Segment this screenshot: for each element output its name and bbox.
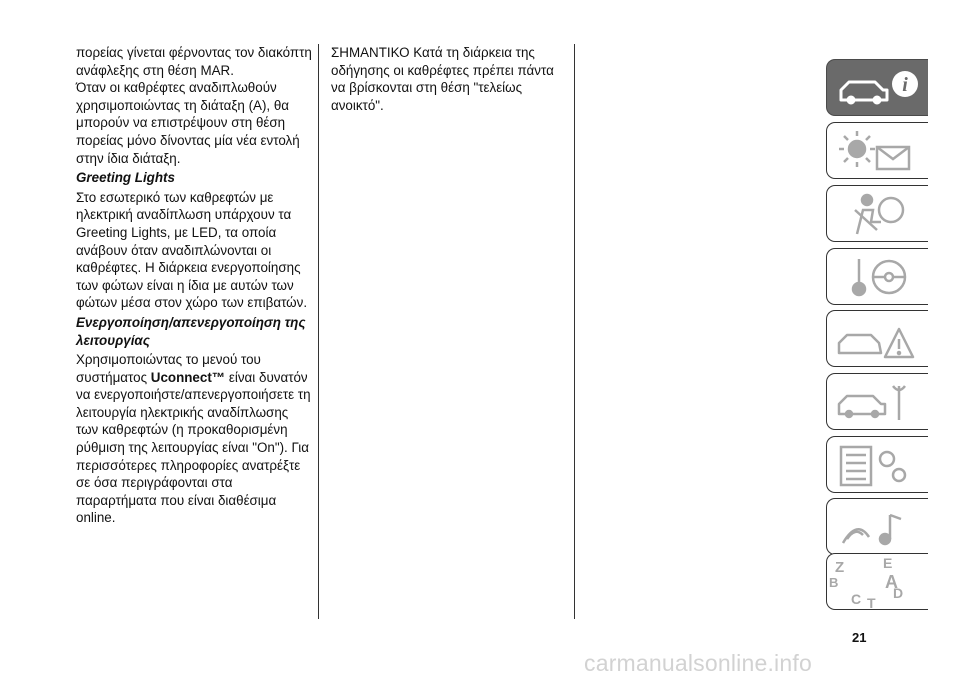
car-wrench-icon [827, 374, 929, 431]
text-run: είναι δυνατόν να ενεργοποιήστε/απενεργοποιήσετε τη λειτουργία ηλεκτρικής αναδίπλωσης των καθρεφτών (η προκαθορισμένη ρύθμιση της λειτουργίας είναι "On"). Για περισσότερες πληροφορίες ανατρέξτε σε όσα περιγράφονται στα παραρτήματα που είναι διαθέσιμα online. [76, 369, 311, 526]
index-letter: B [829, 575, 839, 590]
tab-emergency[interactable] [826, 310, 928, 367]
column-divider [574, 44, 575, 619]
alphabetical-index-icon [827, 554, 929, 611]
index-letter: Z [835, 559, 845, 576]
uconnect-brand: Uconnect™ [150, 369, 226, 385]
text-column-left [76, 44, 314, 527]
index-letter: E [883, 555, 893, 571]
multimedia-music-icon [827, 499, 929, 556]
tab-car-info[interactable] [826, 59, 928, 116]
paragraph: πορείας γίνεται φέρνοντας τον διακόπτη ανάφλεξης στη θέση MAR. [76, 45, 312, 78]
paragraph [76, 351, 314, 527]
index-letter: C [851, 591, 862, 607]
tab-safety[interactable] [826, 185, 928, 242]
index-letter: D [893, 585, 904, 601]
watermark: carmanualsonline.info [584, 650, 812, 676]
index-letter: A [885, 572, 898, 592]
important-note: ΣΗΜΑΝΤΙΚΟ Κατά τη διάρκεια της οδήγησης οι καθρέφτες πρέπει πάντα να βρίσκονται στη θέση "τελείως ανοικτό". [331, 45, 554, 113]
text-column-middle [331, 44, 567, 114]
tab-technical-data[interactable] [826, 436, 928, 493]
car-info-icon [827, 60, 929, 117]
key-steering-wheel-icon [827, 249, 929, 306]
page-number: 21 [852, 630, 867, 645]
tab-multimedia[interactable] [826, 498, 928, 555]
warning-lights-message-icon [827, 123, 929, 180]
tab-servicing[interactable] [826, 373, 928, 430]
svg-text:i: i [902, 74, 908, 96]
tab-warning-lights[interactable] [826, 122, 928, 179]
tab-starting-driving[interactable] [826, 248, 928, 305]
paragraph: Στο εσωτερικό των καθρεφτών με ηλεκτρική αναδίπλωση υπάρχουν τα Greeting Lights, με LED, τα οποία ανάβουν όταν αναδιπλώνονται οι καθρέφτες. Η διάρκεια ενεργοποίησης των φώτων είναι η ίδια με αυτών των φώτων μέσα στον χώρο των επιβατών. [76, 189, 308, 311]
tab-index[interactable] [826, 553, 928, 610]
column-divider [318, 44, 319, 619]
paragraph: Όταν οι καθρέφτες αναδιπλωθούν χρησιμοποιώντας τη διάταξη (A), θα μπορούν να επιστρέψουν στη θέση πορείας μόνο δίνοντας μία νέα εντολή στην ίδια διάταξη. [76, 80, 300, 166]
index-letter: T [867, 595, 876, 611]
text-run: Χρησιμοποιώντας το μενού του συστήματος [76, 352, 261, 385]
airbag-seatbelt-icon [827, 186, 929, 243]
section-heading-activation: Ενεργοποίηση/απενεργοποίηση της λειτουργίας [76, 314, 306, 348]
section-heading-greeting-lights: Greeting Lights [76, 170, 175, 186]
car-hazard-icon [827, 311, 929, 368]
technical-data-gears-icon [827, 437, 929, 494]
